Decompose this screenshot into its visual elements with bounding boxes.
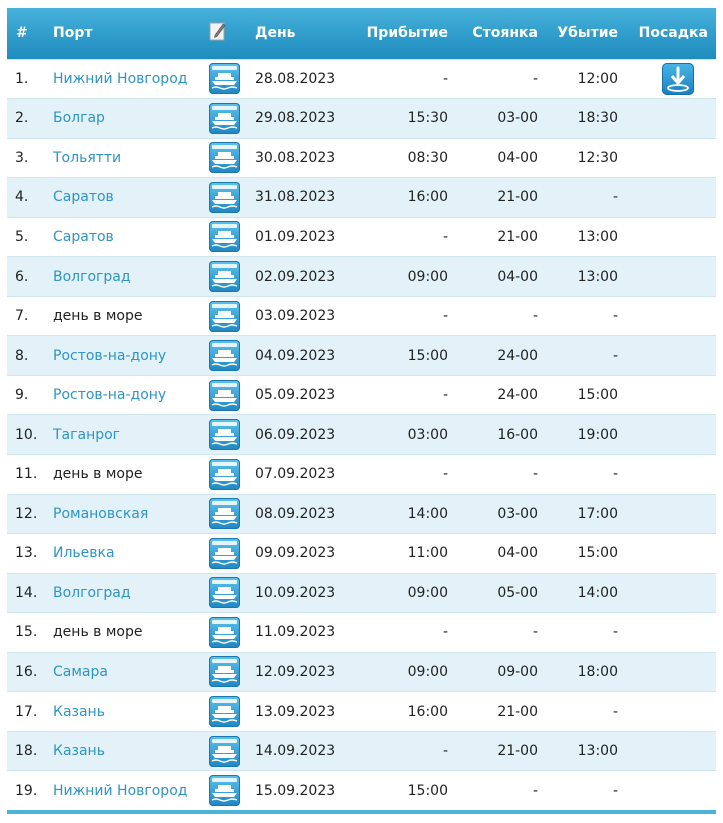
header-departure: Убытие (557, 25, 618, 42)
row-departure: - (538, 692, 618, 732)
row-stay: - (448, 296, 538, 336)
ship-icon[interactable] (209, 301, 240, 332)
port-link[interactable]: Казань (53, 703, 105, 720)
port-link[interactable]: Саратов (53, 228, 114, 245)
row-day: 09.09.2023 (255, 534, 350, 574)
row-departure: 19:00 (538, 415, 618, 455)
row-arrival: 03:00 (350, 415, 448, 455)
row-day: 30.08.2023 (255, 138, 350, 178)
header-port: Порт (53, 25, 93, 42)
row-arrival: - (350, 59, 448, 99)
row-day: 07.09.2023 (255, 454, 350, 494)
row-number: 8. (7, 336, 53, 376)
row-departure: - (538, 771, 618, 811)
row-stay: 09-00 (448, 652, 538, 692)
table-row (7, 613, 716, 653)
edit-pencil-icon (209, 21, 227, 45)
ship-icon[interactable] (209, 459, 240, 490)
row-departure: 18:00 (538, 652, 618, 692)
row-arrival: 16:00 (350, 178, 448, 218)
row-stay: 05-00 (448, 573, 538, 613)
row-departure: - (538, 178, 618, 218)
ship-icon[interactable] (209, 261, 240, 292)
row-stay: 21-00 (448, 217, 538, 257)
row-number: 4. (7, 178, 53, 218)
row-arrival: 15:00 (350, 771, 448, 811)
port-link[interactable]: Ростов-на-дону (53, 347, 167, 364)
port-link[interactable]: Нижний Новгород (53, 70, 188, 87)
row-arrival: - (350, 454, 448, 494)
row-arrival: 09:00 (350, 257, 448, 297)
table-header (7, 8, 716, 59)
header-arrival: Прибытие (366, 25, 448, 42)
table-row (7, 534, 716, 574)
row-day: 12.09.2023 (255, 652, 350, 692)
row-number: 7. (7, 296, 53, 336)
ship-icon[interactable] (209, 380, 240, 411)
table-row (7, 217, 716, 257)
row-day: 13.09.2023 (255, 692, 350, 732)
ship-icon[interactable] (209, 656, 240, 687)
boarding-arrow-icon[interactable] (662, 63, 694, 95)
port-link[interactable]: Самара (53, 663, 108, 680)
port-link[interactable]: Тольятти (53, 149, 122, 166)
row-number: 11. (7, 454, 53, 494)
row-departure: - (538, 613, 618, 653)
table-row (7, 692, 716, 732)
port-link[interactable]: Ильевка (53, 545, 115, 562)
header-num: # (16, 25, 28, 42)
row-stay: 21-00 (448, 731, 538, 771)
row-day: 08.09.2023 (255, 494, 350, 534)
ship-icon[interactable] (209, 577, 240, 608)
row-number: 16. (7, 652, 53, 692)
table-row (7, 375, 716, 415)
row-stay: - (448, 59, 538, 99)
row-arrival: 16:00 (350, 692, 448, 732)
row-departure: 12:30 (538, 138, 618, 178)
header-boarding: Посадка (638, 25, 708, 42)
port-link[interactable]: Волгоград (53, 584, 131, 601)
table-row (7, 296, 716, 336)
row-number: 5. (7, 217, 53, 257)
row-arrival: 09:00 (350, 573, 448, 613)
row-day: 15.09.2023 (255, 771, 350, 811)
row-arrival: - (350, 217, 448, 257)
row-number: 3. (7, 138, 53, 178)
header-day: День (255, 25, 296, 42)
header-edit (209, 8, 255, 59)
port-link[interactable]: Таганрог (53, 426, 121, 443)
table-row (7, 336, 716, 376)
row-day: 05.09.2023 (255, 375, 350, 415)
row-stay: 04-00 (448, 534, 538, 574)
row-number: 19. (7, 771, 53, 811)
row-arrival: 15:00 (350, 336, 448, 376)
port-link[interactable]: Ростов-на-дону (53, 387, 167, 404)
ship-icon[interactable] (209, 340, 240, 371)
row-day: 02.09.2023 (255, 257, 350, 297)
row-arrival: - (350, 731, 448, 771)
table-row (7, 257, 716, 297)
table-row (7, 573, 716, 613)
row-number: 15. (7, 613, 53, 653)
port-link[interactable]: Саратов (53, 189, 114, 206)
table-row (7, 59, 716, 99)
row-day: 14.09.2023 (255, 731, 350, 771)
row-number: 18. (7, 731, 53, 771)
row-number: 1. (7, 59, 53, 99)
row-arrival: - (350, 296, 448, 336)
table-row (7, 178, 716, 218)
ship-icon[interactable] (209, 419, 240, 450)
row-stay: - (448, 454, 538, 494)
table-row (7, 652, 716, 692)
row-departure: 15:00 (538, 534, 618, 574)
ship-icon[interactable] (209, 775, 240, 806)
row-day: 01.09.2023 (255, 217, 350, 257)
table-bottom-bar (7, 810, 716, 814)
ship-icon[interactable] (209, 538, 240, 569)
ship-icon[interactable] (209, 103, 240, 134)
row-number: 13. (7, 534, 53, 574)
row-stay: 21-00 (448, 178, 538, 218)
row-departure: - (538, 454, 618, 494)
port-name: день в море (53, 624, 143, 641)
cruise-itinerary (7, 8, 716, 814)
port-name: день в море (53, 308, 143, 325)
port-link[interactable]: Казань (53, 743, 105, 760)
row-departure: - (538, 336, 618, 376)
row-stay: 21-00 (448, 692, 538, 732)
table-row (7, 731, 716, 771)
row-departure: 13:00 (538, 731, 618, 771)
row-number: 17. (7, 692, 53, 732)
row-arrival: 14:00 (350, 494, 448, 534)
row-number: 10. (7, 415, 53, 455)
port-link[interactable]: Волгоград (53, 268, 131, 285)
row-day: 03.09.2023 (255, 296, 350, 336)
row-stay: 03-00 (448, 99, 538, 139)
table-row (7, 454, 716, 494)
ship-icon[interactable] (209, 617, 240, 648)
ship-icon[interactable] (209, 182, 240, 213)
row-departure: 13:00 (538, 257, 618, 297)
row-stay: 24-00 (448, 336, 538, 376)
row-arrival: 09:00 (350, 652, 448, 692)
ship-icon[interactable] (209, 696, 240, 727)
row-arrival: - (350, 613, 448, 653)
ship-icon[interactable] (209, 142, 240, 173)
row-stay: 03-00 (448, 494, 538, 534)
row-stay: 04-00 (448, 257, 538, 297)
ship-icon[interactable] (209, 63, 240, 94)
table-row (7, 138, 716, 178)
row-stay: - (448, 613, 538, 653)
port-link[interactable]: Нижний Новгород (53, 782, 188, 799)
port-link[interactable]: Романовская (53, 505, 149, 522)
row-departure: 17:00 (538, 494, 618, 534)
table-row (7, 494, 716, 534)
itinerary-table (7, 8, 716, 810)
row-number: 6. (7, 257, 53, 297)
row-day: 04.09.2023 (255, 336, 350, 376)
row-number: 2. (7, 99, 53, 139)
row-departure: - (538, 296, 618, 336)
row-number: 12. (7, 494, 53, 534)
row-arrival: 08:30 (350, 138, 448, 178)
row-stay: 04-00 (448, 138, 538, 178)
ship-icon[interactable] (209, 736, 240, 767)
table-row (7, 415, 716, 455)
table-row (7, 99, 716, 139)
ship-icon[interactable] (209, 498, 240, 529)
row-stay: - (448, 771, 538, 811)
row-arrival: 11:00 (350, 534, 448, 574)
header-stay: Стоянка (472, 25, 538, 42)
row-departure: 12:00 (538, 59, 618, 99)
row-day: 29.08.2023 (255, 99, 350, 139)
row-day: 28.08.2023 (255, 59, 350, 99)
row-departure: 15:00 (538, 375, 618, 415)
row-day: 10.09.2023 (255, 573, 350, 613)
row-departure: 13:00 (538, 217, 618, 257)
row-departure: 14:00 (538, 573, 618, 613)
row-arrival: 15:30 (350, 99, 448, 139)
table-row (7, 771, 716, 811)
port-name: день в море (53, 466, 143, 483)
row-stay: 24-00 (448, 375, 538, 415)
row-day: 11.09.2023 (255, 613, 350, 653)
row-number: 9. (7, 375, 53, 415)
port-link[interactable]: Болгар (53, 110, 105, 127)
row-number: 14. (7, 573, 53, 613)
row-stay: 16-00 (448, 415, 538, 455)
row-departure: 18:30 (538, 99, 618, 139)
ship-icon[interactable] (209, 221, 240, 252)
row-day: 31.08.2023 (255, 178, 350, 218)
row-arrival: - (350, 375, 448, 415)
row-day: 06.09.2023 (255, 415, 350, 455)
